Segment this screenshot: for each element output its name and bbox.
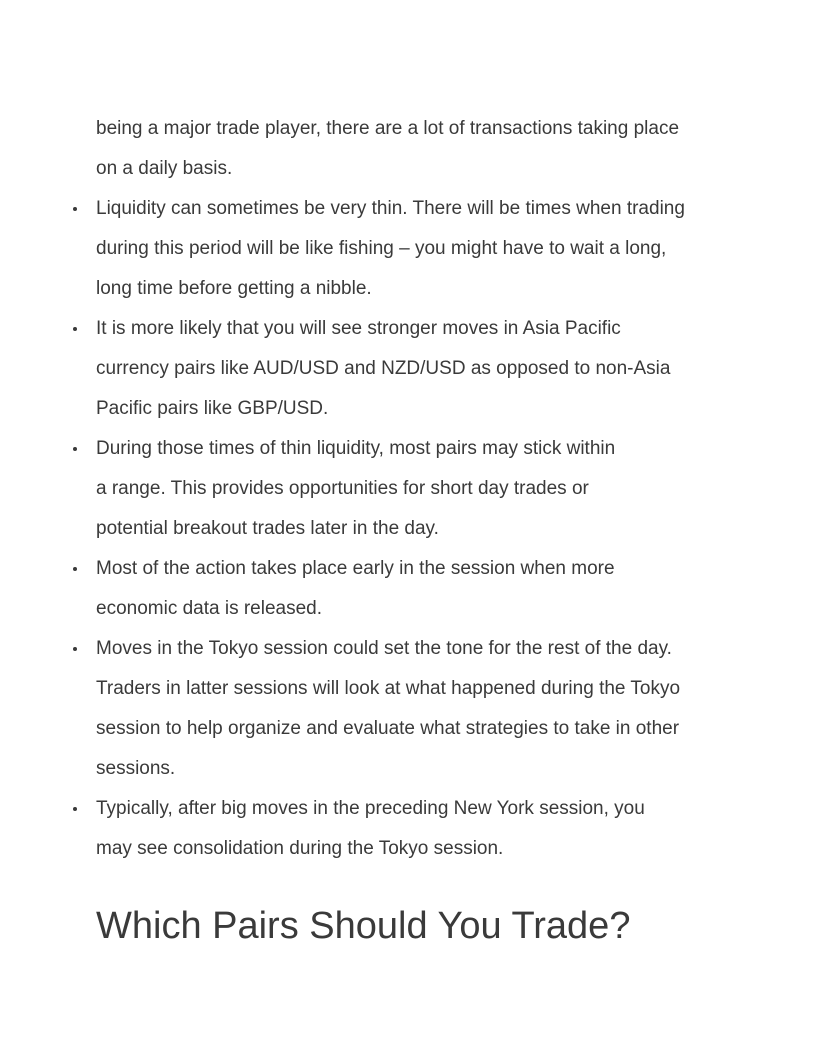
bullet-line: long time before getting a nibble. [96, 278, 372, 299]
bullet-line: Traders in latter sessions will look at what happened during the Tokyo [96, 678, 681, 699]
bullet-item-range [96, 429, 736, 549]
bullet-item-early-action [96, 549, 736, 629]
bullet-line: Most of the action takes place early in the session when more [96, 558, 615, 579]
bullet-line: may see consolidation during the Tokyo session. [96, 838, 504, 859]
bullet-list [96, 189, 736, 869]
bullet-line: potential breakout trades later in the day. [96, 518, 439, 539]
paragraph-line: on a daily basis. [96, 158, 233, 179]
bullet-line: It is more likely that you will see stronger moves in Asia Pacific [96, 318, 621, 339]
bullet-dot-icon [73, 327, 77, 331]
bullet-line: Typically, after big moves in the preceding New York session, you [96, 798, 645, 819]
bullet-line: sessions. [96, 758, 176, 779]
bullet-item-asia-pacific [96, 309, 736, 429]
bullet-line: economic data is released. [96, 598, 323, 619]
paragraph-line: being a major trade player, there are a lot of transactions taking place [96, 118, 680, 139]
bullet-line: during this period will be like fishing – you might have to wait a long, [96, 238, 667, 259]
bullet-line: Moves in the Tokyo session could set the tone for the rest of the day. [96, 638, 672, 659]
bullet-line: Pacific pairs like GBP/USD. [96, 398, 329, 419]
bullet-line: a range. This provides opportunities for short day trades or [96, 478, 589, 499]
bullet-line: currency pairs like AUD/USD and NZD/USD as opposed to non-Asia [96, 358, 671, 379]
bullet-dot-icon [73, 207, 77, 211]
continuation-paragraph [96, 109, 736, 189]
bullet-dot-icon [73, 447, 77, 451]
section-heading: Which Pairs Should You Trade? [96, 905, 631, 947]
bullet-dot-icon [73, 807, 77, 811]
bullet-item-consolidation [96, 789, 736, 869]
bullet-line: Liquidity can sometimes be very thin. There will be times when trading [96, 198, 685, 219]
bullet-line: session to help organize and evaluate what strategies to take in other [96, 718, 680, 739]
bullet-dot-icon [73, 647, 77, 651]
bullet-line: During those times of thin liquidity, most pairs may stick within [96, 438, 616, 459]
bullet-item-tokyo-tone [96, 629, 736, 789]
bullet-item-liquidity [96, 189, 736, 309]
bullet-dot-icon [73, 567, 77, 571]
